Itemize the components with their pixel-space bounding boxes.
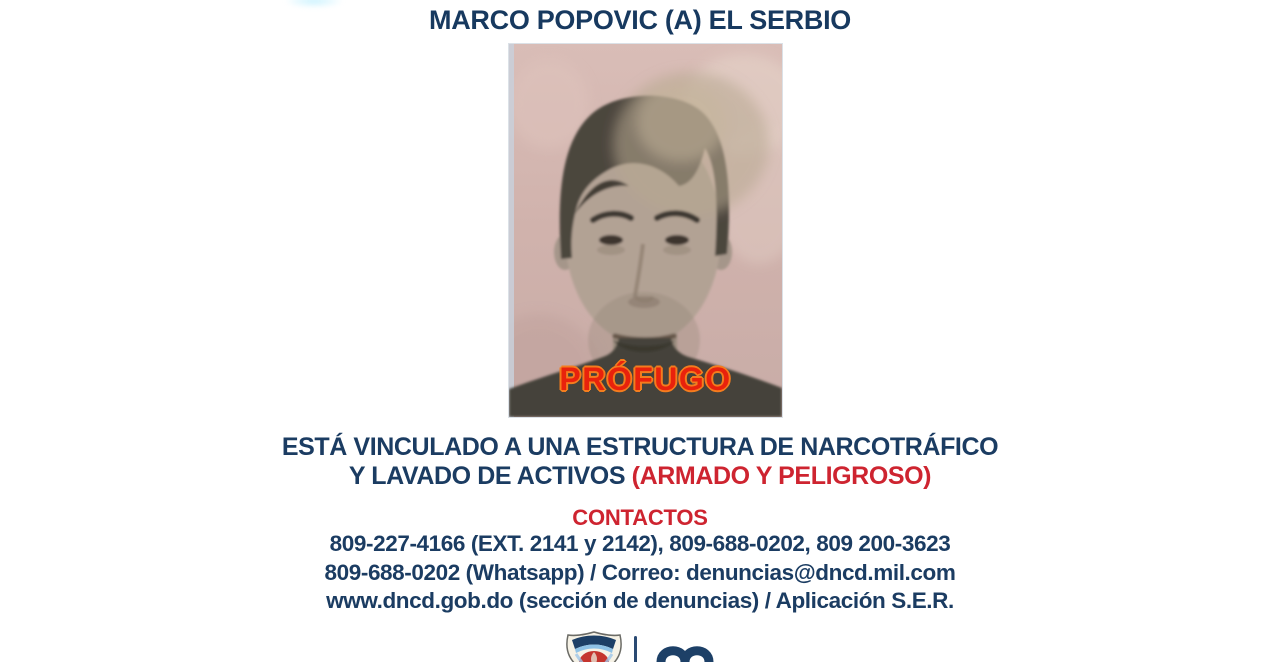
suspect-photo	[509, 44, 782, 417]
charges-line-2	[0, 462, 1280, 491]
contacts-block	[0, 530, 1280, 616]
contacts-phones-line: 809-227-4166 (EXT. 2141 y 2142), 809-688-0202, 809 200-3623	[329, 531, 951, 556]
profugo-stamp: PRÓFUGO	[559, 361, 732, 397]
footer-divider	[634, 636, 637, 662]
dncd-crest-icon	[562, 630, 626, 662]
poster-title: MARCO POPOVIC (A) EL SERBIO	[429, 5, 851, 35]
charges-line-2-warning: (ARMADO Y PELIGROSO)	[631, 462, 932, 490]
footer-logos	[0, 628, 1280, 662]
contacts-web-line: www.dncd.gob.do (sección de denuncias) / Aplicación S.E.R.	[326, 588, 954, 613]
charges-line-2-navy: Y LAVADO DE ACTIVOS	[348, 462, 626, 490]
contacts-heading: CONTACTOS	[572, 505, 708, 530]
contacts-whatsapp-email-line: 809-688-0202 (Whatsapp) / Correo: denuncias@dncd.mil.com	[324, 559, 956, 585]
charges-statement	[0, 433, 1280, 491]
charges-line-1: ESTÁ VINCULADO A UNA ESTRUCTURA DE NARCOTRÁFICO	[281, 433, 999, 461]
infinity-logo-icon	[645, 640, 725, 662]
